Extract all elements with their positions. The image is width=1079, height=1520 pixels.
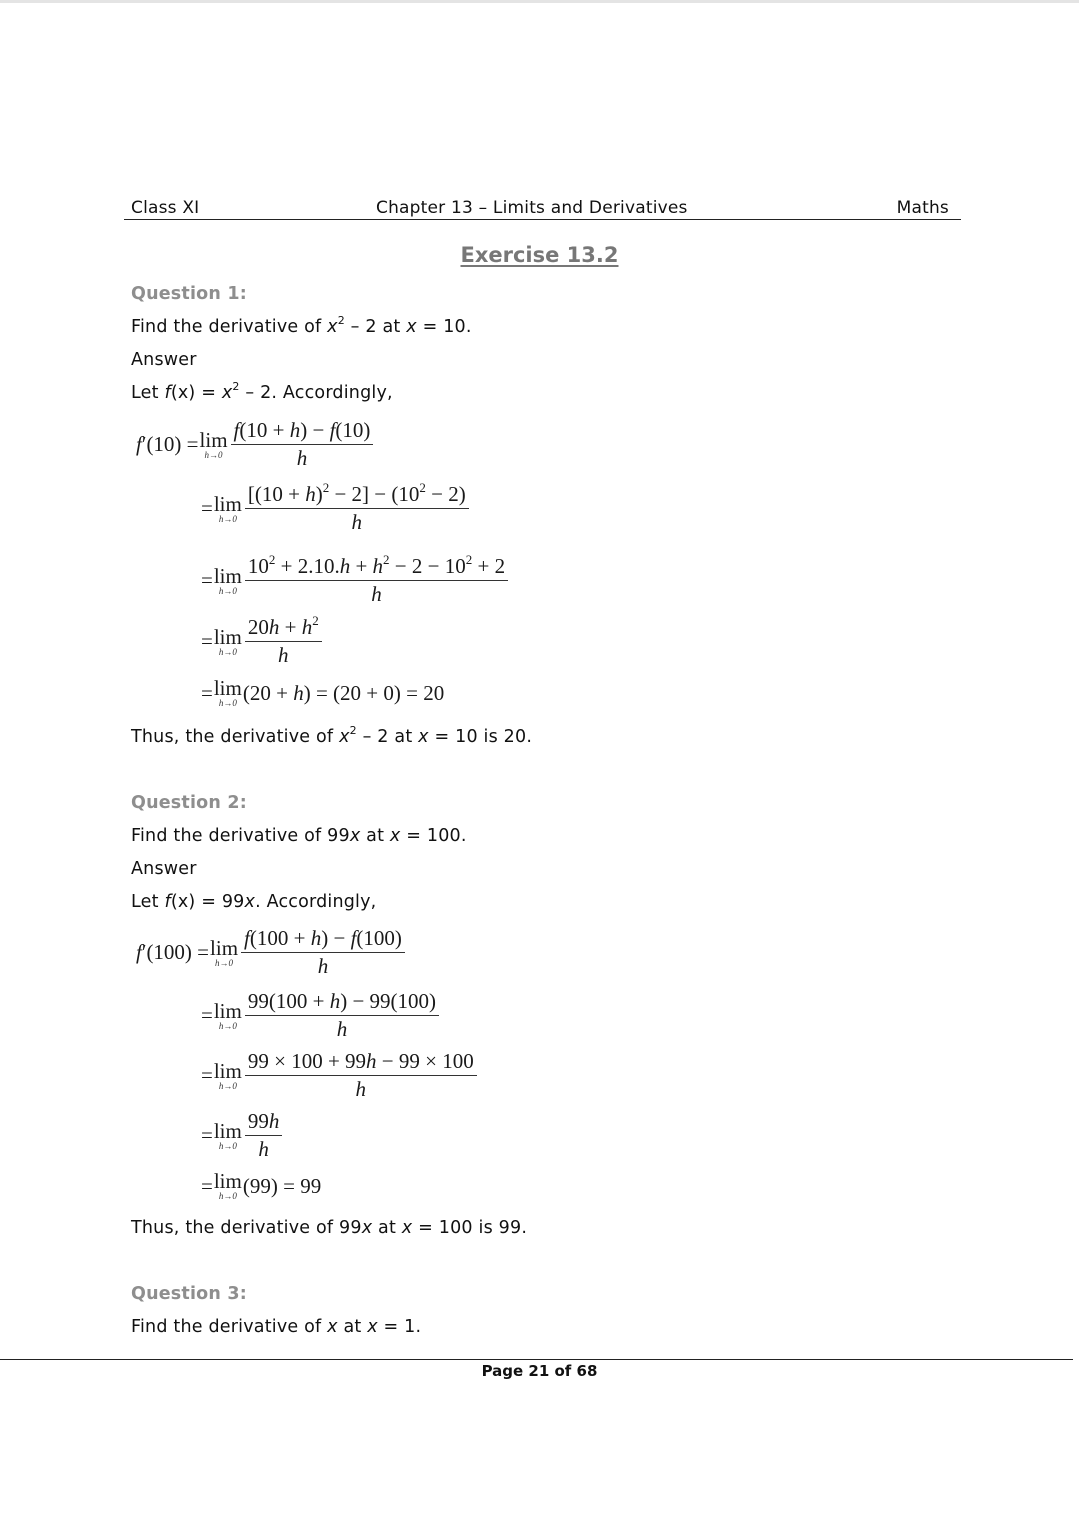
viewer-top-border <box>0 0 1079 3</box>
math-line: f′(100) = lim h→0 $\frac{f(100 + h) - f(100)}{h}$ <box>136 926 405 979</box>
question-2-label: Question 2: <box>131 793 247 813</box>
math-line: = lim h→0 $\frac{99h}{h}$ <box>201 1109 282 1162</box>
footer-divider <box>0 1359 1073 1360</box>
question-2-prompt: Find the derivative of 99x at x = 100. <box>131 826 467 846</box>
answer-2-let: Let f(x) = 99x. Accordingly, <box>131 892 377 912</box>
exercise-title: Exercise 13.2 <box>460 243 619 267</box>
question-3-label: Question 3: <box>131 1284 247 1304</box>
math-line: = lim h→0 $\frac{10^2 + 2.10.h + h^2 - 2 - 10^2 + 2}{h}$ <box>201 554 508 607</box>
math-line: = lim h→0 (20 + h) = (20 + 0) = 20 <box>201 676 445 708</box>
answer-2-label: Answer <box>131 859 197 879</box>
header-subject: Maths <box>896 198 949 218</box>
answer-1-conclusion: Thus, the derivative of $x^2 - 2$ at x = 10 is 20. <box>131 724 533 747</box>
question-1-label: Question 1: <box>131 284 247 304</box>
answer-2-conclusion: Thus, the derivative of 99x at x = 100 is 99. <box>131 1218 528 1238</box>
math-line: = lim h→0 $\frac{99 \times 100 + 99h - 99 \times 100}{h}$ <box>201 1049 477 1102</box>
question-1-prompt: Find the derivative of $x^2 - 2$ at x = 10. <box>131 314 472 337</box>
page-number: Page 21 of 68 <box>481 1362 598 1380</box>
math-line: = lim h→0 $\frac{[(10 + h)^2 - 2] - (10^2 - 2)}{h}$ <box>201 482 469 535</box>
math-line: = lim h→0 (99) = 99 <box>201 1169 322 1201</box>
header-class: Class XI <box>131 198 200 218</box>
math-line: f′(10) = lim h→0 $\frac{f(10 + h) - f(10)}{h}$ <box>136 418 373 471</box>
question-3-prompt: Find the derivative of x at x = 1. <box>131 1317 422 1337</box>
math-line: = lim h→0 $\frac{99(100 + h) - 99(100)}{h}$ <box>201 989 439 1042</box>
page-header <box>124 197 961 220</box>
header-chapter: Chapter 13 – Limits and Derivatives <box>376 198 688 218</box>
answer-1-let: Let $f(x) = x^2 - 2$. Accordingly, <box>131 380 393 403</box>
math-line: = lim h→0 $\frac{20h + h^2}{h}$ <box>201 615 322 668</box>
answer-1-label: Answer <box>131 350 197 370</box>
